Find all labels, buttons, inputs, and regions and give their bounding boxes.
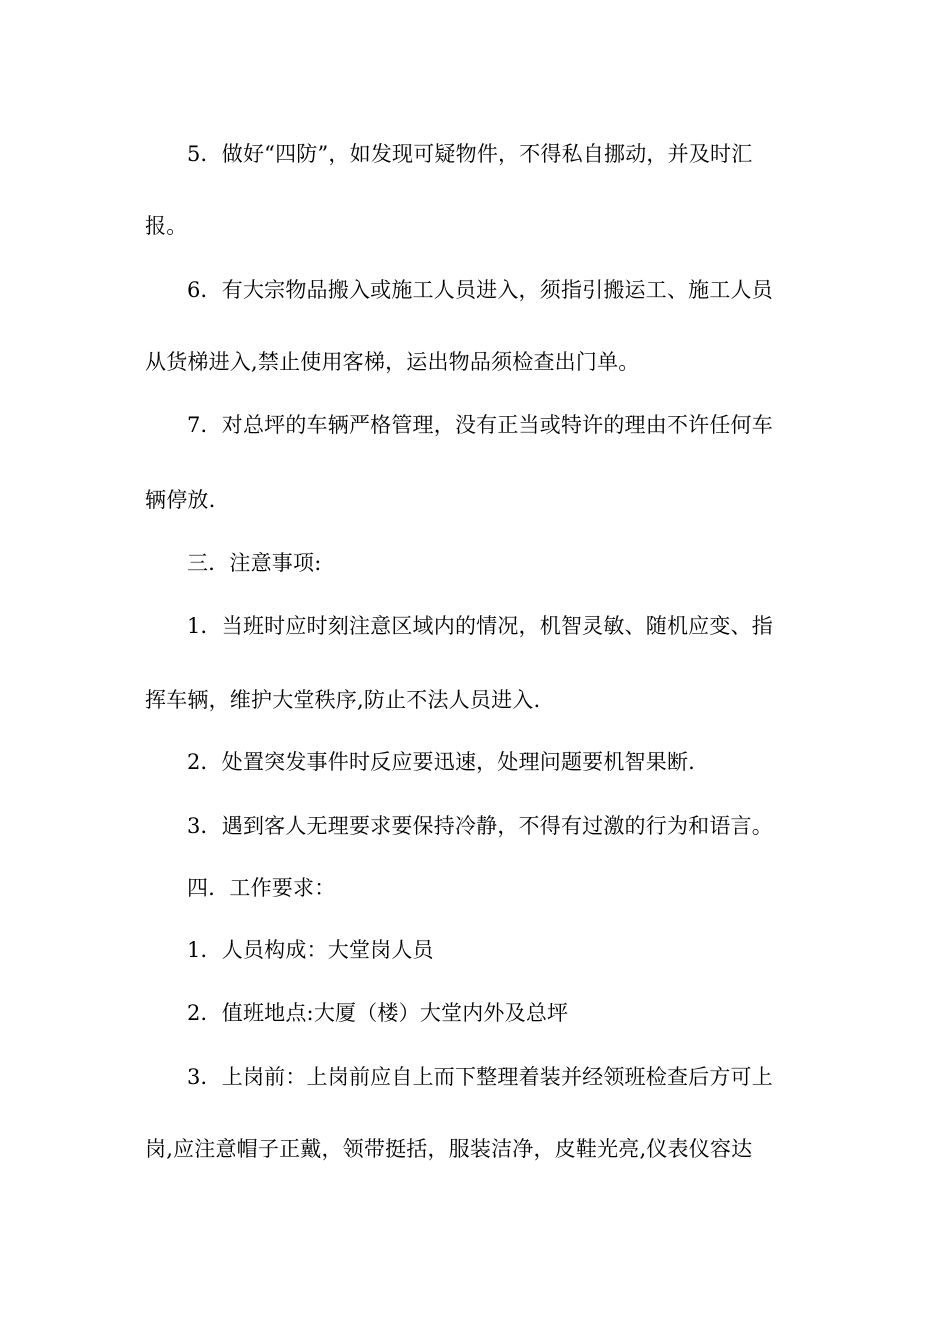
paragraph-line: 5．做好“四防”，如发现可疑物件，不得私自挪动，并及时汇 [187, 142, 753, 166]
paragraph-line: 6．有大宗物品搬入或施工人员进入，须指引搬运工、施工人员 [187, 278, 773, 302]
paragraph-line: 从货梯进入,禁止使用客梯，运出物品须检查出门单。 [145, 350, 640, 374]
paragraph-line: 2．处置突发事件时反应要迅速，处理问题要机智果断. [187, 750, 696, 774]
section-heading: 三．注意事项: [187, 551, 322, 575]
section-heading: 四．工作要求： [187, 876, 336, 900]
paragraph-line: 7．对总坪的车辆严格管理，没有正当或特许的理由不许任何车 [187, 413, 773, 437]
paragraph-line: 3．上岗前：上岗前应自上而下整理着装并经领班检查后方可上 [187, 1065, 773, 1089]
paragraph-line: 1．人员构成：大堂岗人员 [187, 938, 434, 962]
paragraph-line: 挥车辆，维护大堂秩序,防止不法人员进入. [145, 688, 541, 712]
paragraph-line: 3．遇到客人无理要求要保持冷静，不得有过激的行为和语言。 [187, 814, 773, 838]
paragraph-line: 辆停放. [145, 488, 216, 512]
paragraph-line: 1．当班时应时刻注意区域内的情况，机智灵敏、随机应变、指 [187, 614, 773, 638]
paragraph-line: 报。 [145, 214, 188, 238]
paragraph-line: 2．值班地点:大厦（楼）大堂内外及总坪 [187, 1001, 569, 1025]
paragraph-line: 岗,应注意帽子正戴，领带挺括，服装洁净，皮鞋光亮,仪表仪容达 [145, 1137, 753, 1161]
